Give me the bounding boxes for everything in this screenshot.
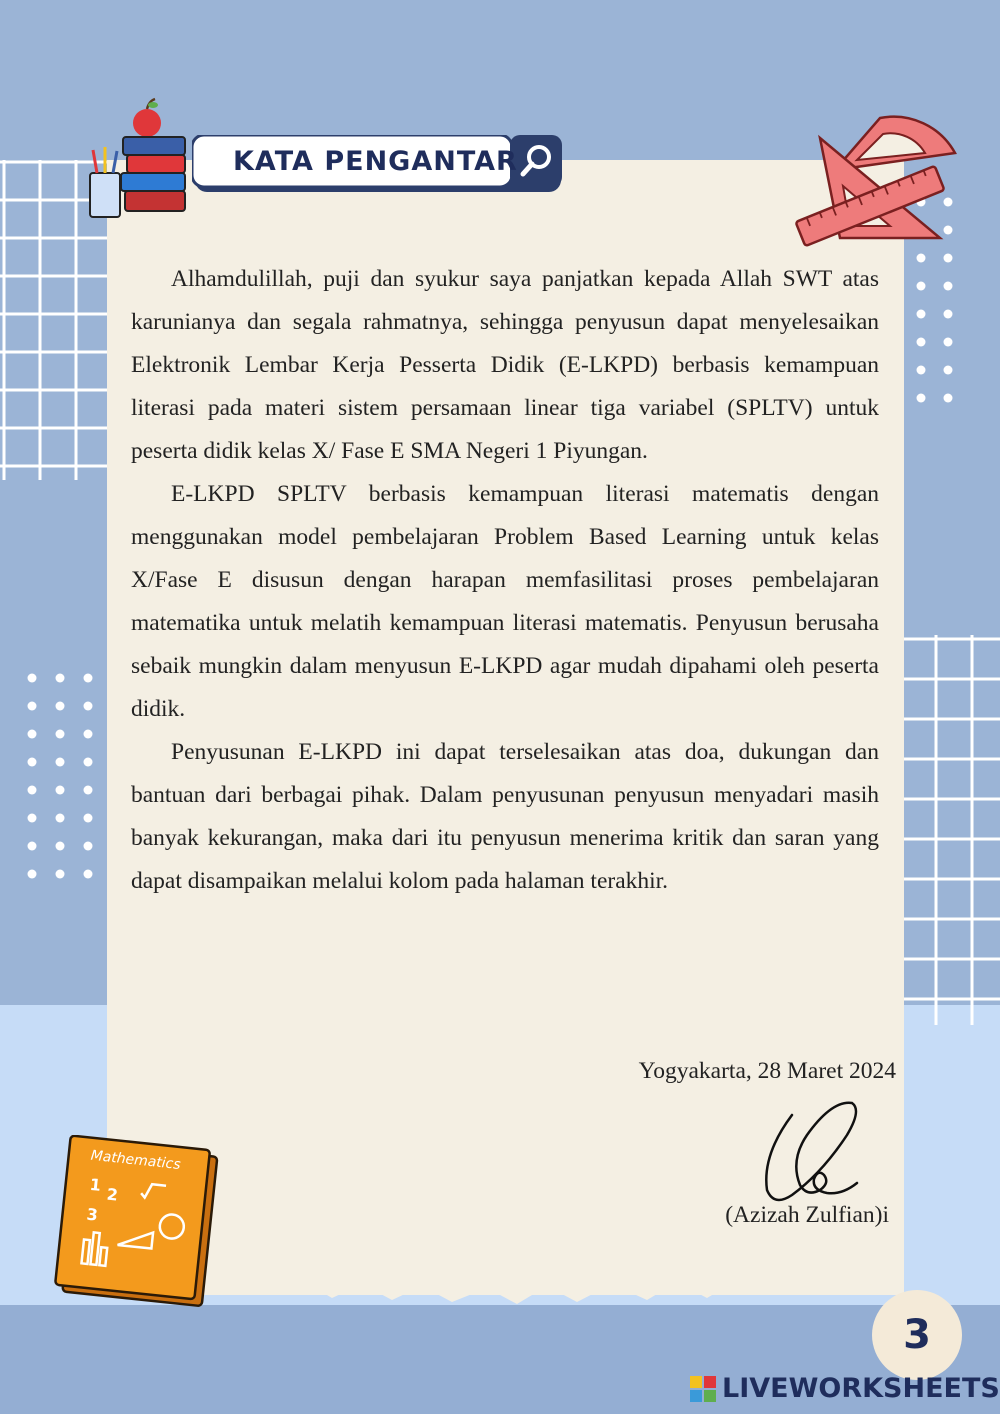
search-icon (516, 140, 558, 182)
mathematics-book-icon (50, 1135, 225, 1310)
paragraph-3: Penyusunan E-LKPD ini dapat terselesaikan atas doa, dukungan dan bantuan dari berbagai pihak. Dalam penyusunan penyusun menyadari masih banyak kekurangan, maka dari itu penyusun menerima kritik dan saran yang dapat disampaikan melalui kolom pada halaman terakhir. (131, 739, 879, 894)
grid-decoration-right (900, 635, 1000, 1025)
liveworksheets-logo-icon (690, 1376, 716, 1402)
books-stack-icon (85, 95, 195, 225)
paragraph-2: E-LKPD SPLTV berbasis kemampuan literasi matematis dengan menggunakan model pembelajaran Problem Based Learning untuk kelas X/Fase E disusun dengan harapan memfasilitasi proses pembelajaran matematika untuk melatih kemampuan literasi matematis. Penyusun berusaha sebaik mungkin dalam menyusun E-LKPD agar mudah dipahami oleh peserta didik. (131, 481, 879, 722)
paper-torn-edge (107, 1240, 904, 1310)
book-number-3: 3 (85, 1204, 99, 1225)
ruler-protractor-icon (795, 98, 970, 248)
page-title: KATA PENGANTAR (233, 146, 518, 177)
book-title: Mathematics (89, 1147, 182, 1174)
closing-date: Yogyakarta, 28 Maret 2024 (638, 1058, 896, 1084)
book-number-2: 2 (105, 1184, 119, 1205)
dots-decoration-left (22, 668, 102, 900)
signature-drawing (752, 1095, 872, 1215)
page-number-badge (872, 1290, 962, 1380)
signer-name: (Azizah Zulfian)i (725, 1202, 889, 1228)
brand-name: LIVEWORKSHEETS (722, 1373, 1000, 1404)
book-number-1: 1 (88, 1174, 102, 1195)
paragraph-1: Alhamdulillah, puji dan syukur saya panjatkan kepada Allah SWT atas karunianya dan segala rahmatnya, sehingga penyusun dapat menyelesaikan Elektronik Lembar Kerja Pesserta Didik (E-LKPD) berbasis kemampuan literasi pada materi sistem persamaan linear tiga variabel (SPLTV) untuk peserta didik kelas X/ Fase E SMA Negeri 1 Piyungan. (131, 266, 879, 464)
page-number: 3 (903, 1312, 931, 1358)
brand-footer[interactable] (690, 1373, 1000, 1404)
body-text (131, 258, 879, 903)
